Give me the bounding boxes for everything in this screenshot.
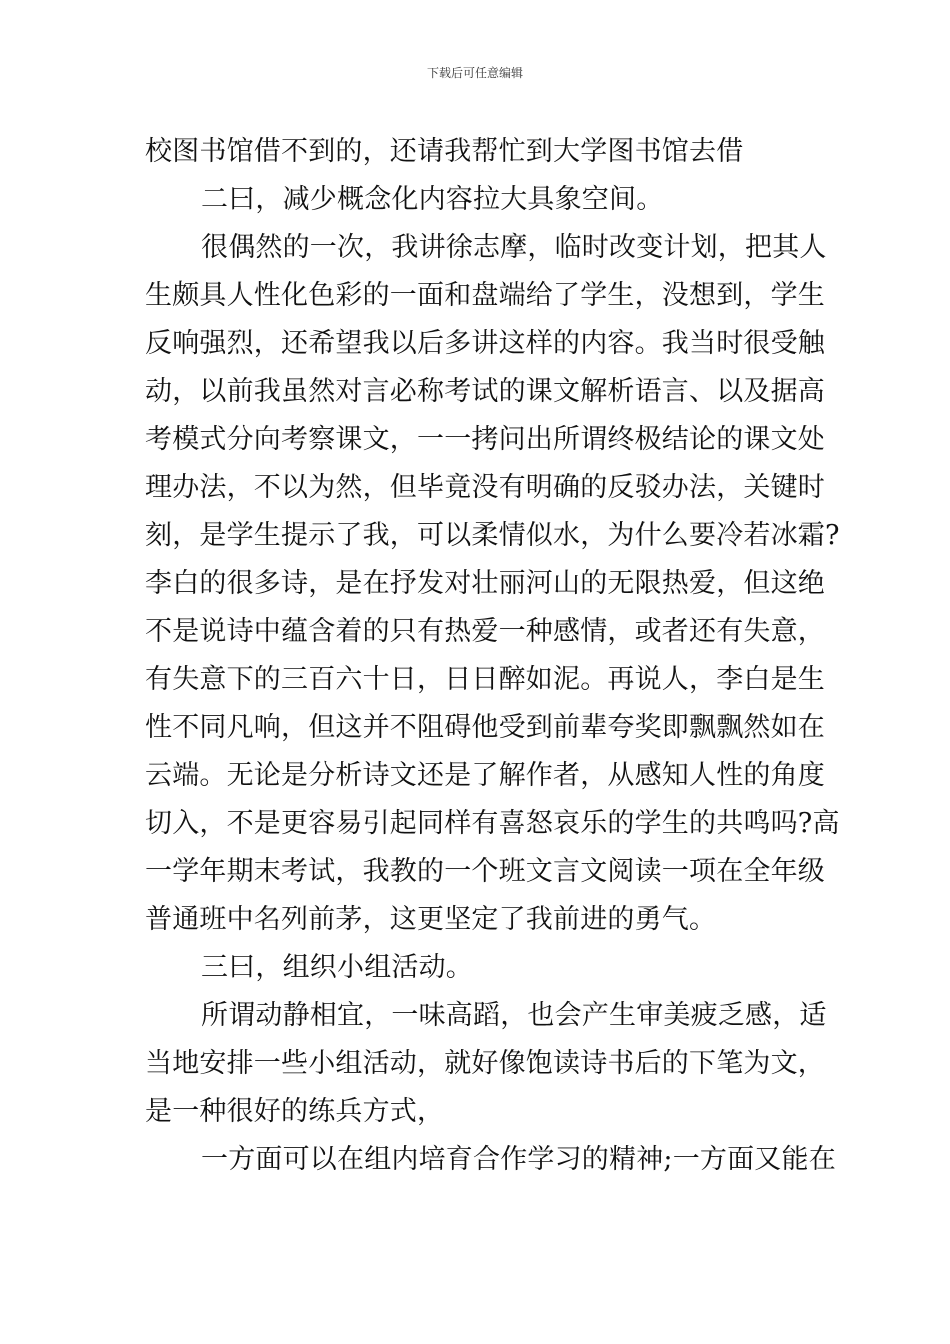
text-line: 考模式分向考察课文，一一拷问出所谓终极结论的课文处 — [145, 424, 825, 455]
text-line: 理办法，不以为然，但毕竟没有明确的反驳办法，关键时 — [145, 472, 825, 503]
text-line: 性不同凡响，但这并不阻碍他受到前辈夸奖即飘飘然如在 — [145, 712, 825, 743]
text-line: 云端。无论是分析诗文还是了解作者，从感知人性的角度 — [145, 760, 825, 791]
document-body — [145, 128, 840, 1184]
text-line: 三曰，组织小组活动。 — [201, 952, 473, 983]
text-line: 很偶然的一次，我讲徐志摩，临时改变计划，把其人 — [201, 232, 827, 263]
text-line: 所谓动静相宜，一味高蹈，也会产生审美疲乏感，适 — [201, 1000, 827, 1031]
text-line: 动，以前我虽然对言必称考试的课文解析语言、以及据高 — [145, 376, 825, 407]
text-line: 一方面可以在组内培育合作学习的精神;一方面又能在 — [201, 1144, 836, 1175]
text-line: 是一种很好的练兵方式， — [145, 1096, 445, 1127]
text-line: 李白的很多诗，是在抒发对壮丽河山的无限热爱，但这绝 — [145, 568, 825, 599]
text-line: 生颇具人性化色彩的一面和盘端给了学生，没想到，学生 — [145, 280, 825, 311]
text-line: 当地安排一些小组活动，就好像饱读诗书后的下笔为文， — [145, 1048, 825, 1079]
text-line: 有失意下的三百六十日，日日醉如泥。再说人，李白是生 — [145, 664, 825, 695]
page-header: 下载后可任意编辑 — [426, 66, 523, 80]
text-line: 普通班中名列前茅，这更坚定了我前进的勇气。 — [145, 904, 717, 935]
text-line: 一学年期末考试，我教的一个班文言文阅读一项在全年级 — [145, 856, 825, 887]
text-line: 不是说诗中蕴含着的只有热爱一种感情，或者还有失意， — [145, 616, 825, 647]
text-line: 校图书馆借不到的，还请我帮忙到大学图书馆去借 — [145, 136, 744, 167]
text-line: 二曰，减少概念化内容拉大具象空间。 — [201, 184, 664, 215]
text-line: 反响强烈，还希望我以后多讲这样的内容。我当时很受触 — [145, 328, 825, 359]
text-line: 切入，不是更容易引起同样有喜怒哀乐的学生的共鸣吗?高 — [145, 808, 840, 839]
text-line: 刻，是学生提示了我，可以柔情似水，为什么要冷若冰霜? — [145, 520, 840, 551]
